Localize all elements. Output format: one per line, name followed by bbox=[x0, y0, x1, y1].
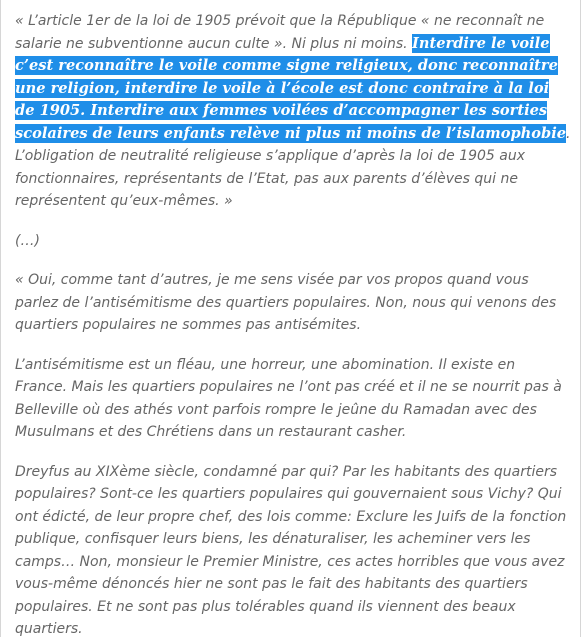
paragraph-5: Dreyfus au XIXème siècle, condamné par qui? Par les habitants des quartiers populaires? Sont-ce les quartiers populaires qui gouvernaient sous Vichy? Qui ont édicté, de leur propre chef, des lois comme: Exclure les Juifs de la fonction publique, confisquer leurs biens, les dénaturaliser, les acheminer vers les camps… Non, monsieur le Premier Ministre, ces actes horribles que vous avez vous-même dénoncés hier ne sont pas le fait des habitants des quartiers populaires. Et ne sont pas plus tolérables quand ils viennent des beaux quartiers. bbox=[15, 463, 567, 637]
paragraph-4: L’antisémitisme est un fléau, une horreur, une abomination. Il existe en France. Mais les quartiers populaires ne l’ont pas créé et il ne se nourrit pas à Belleville où des athés vont parfois rompre le jeûne du Ramadan avec des Musulmans et des Chrétiens dans un restaurant casher. bbox=[15, 356, 562, 440]
paragraph-ellipsis: (…) bbox=[15, 232, 40, 249]
selected-text-highlight[interactable]: Interdire le voile c’est reconnaître le voile comme signe religieux, donc reconnaître une religion, interdire le voile à l’école est donc contraire à la loi de 1905. Interdire aux femmes voilées d’accompagner les sorties scolaires de leurs enfants relève ni plus ni moins de l’islamophobie bbox=[15, 34, 567, 142]
paragraph-1-text-before: « L’article 1er de la loi de 1905 prévoit que la République « ne reconnaît ne salarie ne subventionne aucun culte ». Ni plus ni moins. bbox=[15, 13, 545, 52]
article-body bbox=[15, 10, 571, 637]
paragraph-1 bbox=[15, 10, 571, 213]
paragraph-3: « Oui, comme tant d’autres, je me sens visée par vos propos quand vous parlez de l’antisémitisme des quartiers populaires. Non, nous qui venons des quartiers populaires ne sommes pas antisémites. bbox=[15, 272, 557, 333]
paragraph-1-text-after: . L’obligation de neutralité religieuse s’applique d’après la loi de 1905 aux fonctionnaires, représentants de l’Etat, pas aux parents d’élèves qui ne représentent qu’eux-mêmes. » bbox=[15, 125, 571, 209]
